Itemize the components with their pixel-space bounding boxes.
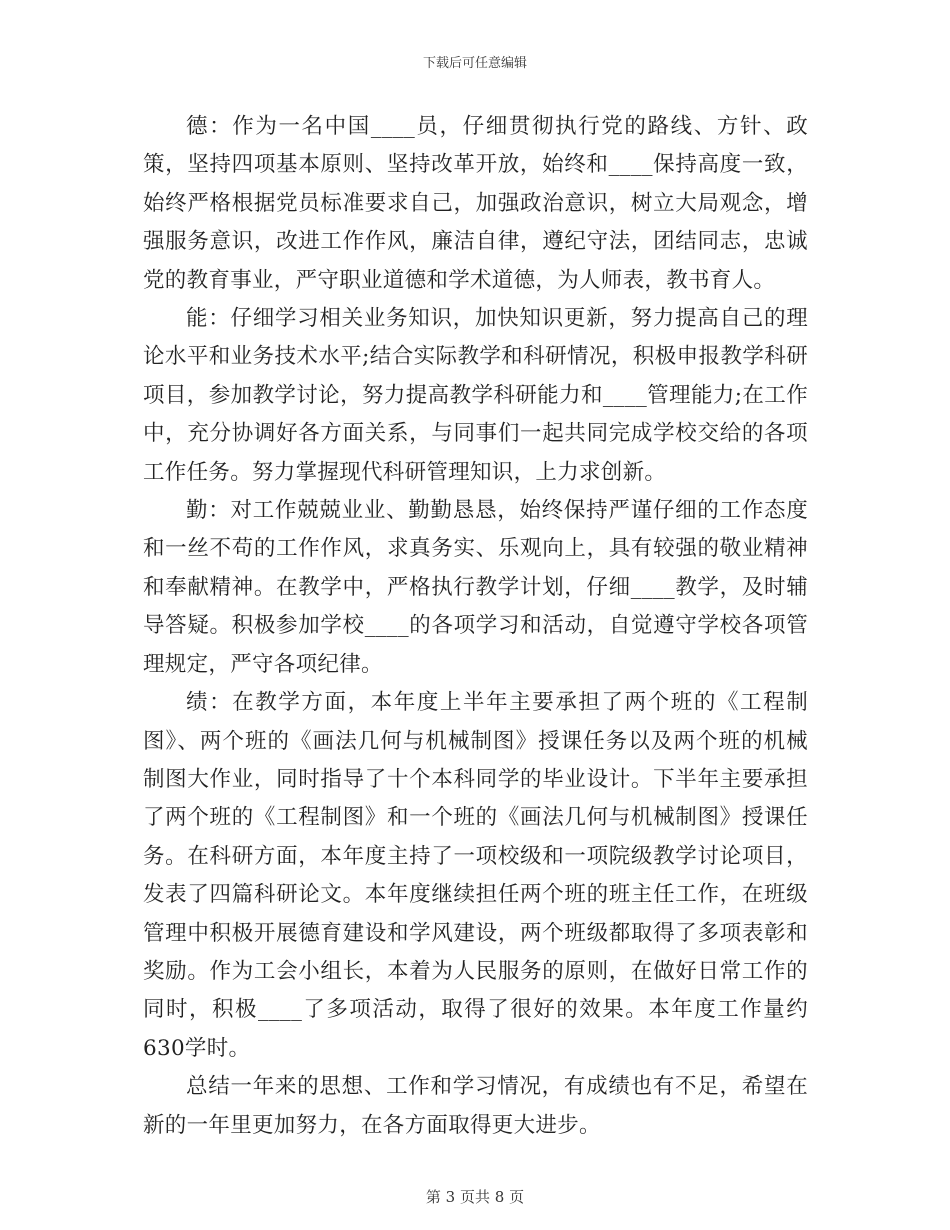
paragraph-ji: 绩：在教学方面，本年度上半年主要承担了两个班的《工程制图》、两个班的《画法几何与机械制图》授课任务以及两个班的机械制图大作业，同时指导了十个本科同学的毕业设计。下半年主要承担了两个班的《工程制图》和一个班的《画法几何与机械制图》授课任务。在科研方面，本年度主持了一项校级和一项院级教学讨论项目，发表了四篇科研论文。本年度继续担任两个班的班主任工作，在班级管理中积极开展德育建设和学风建设，两个班级都取得了多项表彰和奖励。作为工会小组长，本着为人民服务的原则，在做好日常工作的同时，积极____了多项活动，取得了很好的效果。本年度工作量约630学时。: [143, 690, 808, 1061]
paragraph-summary: 总结一年来的思想、工作和学习情况，有成绩也有不足，希望在新的一年里更加努力，在各方面取得更大进步。: [143, 1074, 808, 1138]
paragraph-qin: 勤：对工作兢兢业业、勤勤恳恳，始终保持严谨仔细的工作态度和一丝不苟的工作作风，求真务实、乐观向上，具有较强的敬业精神和奉献精神。在教学中，严格执行教学计划，仔细____教学，及时辅导答疑。积极参加学校____的各项学习和活动，自觉遵守学校各项管理规定，严守各项纪律。: [143, 498, 808, 677]
page-header: 下载后可任意编辑: [422, 56, 527, 71]
document-body: [143, 108, 808, 1145]
paragraph-de: 德：作为一名中国____员，仔细贯彻执行党的路线、方针、政策，坚持四项基本原则、坚持改革开放，始终和____保持高度一致，始终严格根据党员标准要求自己，加强政治意识，树立大局观念，增强服务意识，改进工作作风，廉洁自律，遵纪守法，团结同志，忠诚党的教育事业，严守职业道德和学术道德，为人师表，教书育人。: [143, 114, 808, 293]
paragraph-neng: 能：仔细学习相关业务知识，加快知识更新，努力提高自己的理论水平和业务技术水平;结合实际教学和科研情况，积极申报教学科研项目，参加教学讨论，努力提高教学科研能力和____管理能力;在工作中，充分协调好各方面关系，与同事们一起共同完成学校交给的各项工作任务。努力掌握现代科研管理知识，上力求创新。: [143, 306, 808, 485]
page-number: 第 3 页共 8 页: [425, 1188, 525, 1206]
